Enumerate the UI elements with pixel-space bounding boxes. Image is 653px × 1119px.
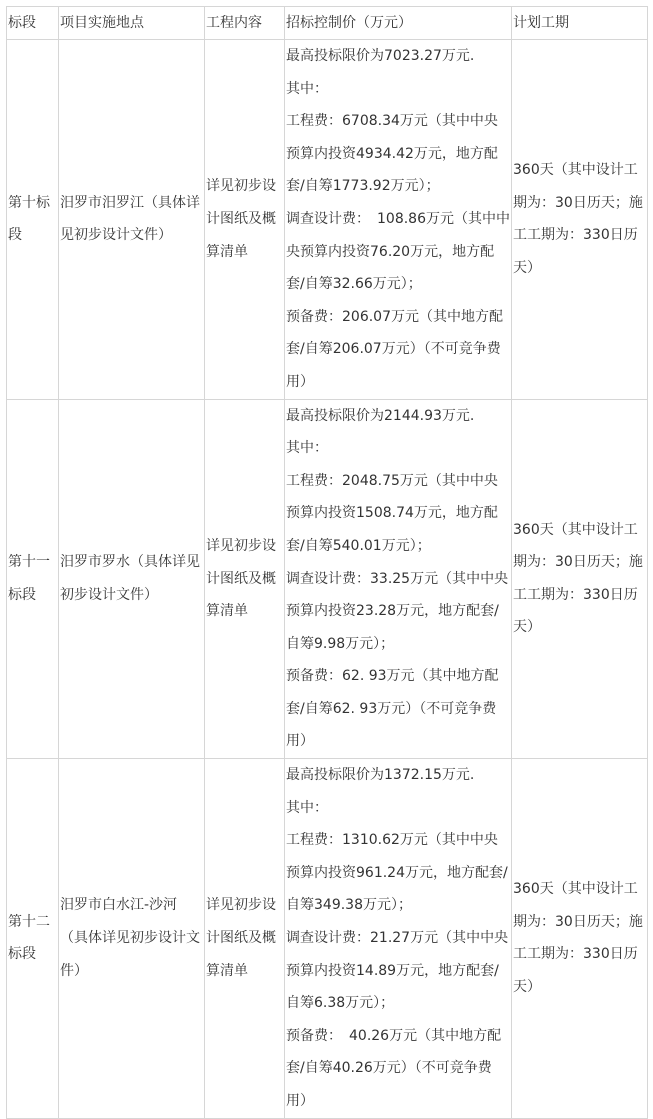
price-cell bbox=[285, 40, 512, 400]
content-cell: 详见初步设计图纸及概算清单 bbox=[205, 399, 285, 759]
table-row bbox=[7, 399, 648, 759]
header-content: 工程内容 bbox=[205, 7, 285, 40]
location-cell: 汨罗市罗水（具体详见初步设计文件） bbox=[59, 399, 205, 759]
price-survey-design-fee: 调查设计费：21.27万元（其中中央预算内投资14.89万元，地方配套/自筹6.38万元）； bbox=[286, 930, 509, 1012]
location-cell: 汨罗市汨罗江（具体详见初步设计文件） bbox=[59, 40, 205, 400]
content-cell: 详见初步设计图纸及概算清单 bbox=[205, 759, 285, 1119]
price-reserve-fee: 预备费： 40.26万元（其中地方配套/自筹40.26万元）（不可竞争费用） bbox=[286, 1027, 502, 1109]
table-row bbox=[7, 759, 648, 1119]
section-cell: 第十二标段 bbox=[7, 759, 59, 1119]
price-construction-fee: 工程费：1310.62万元（其中中央预算内投资961.24万元，地方配套/自筹349.38万元）； bbox=[286, 832, 508, 914]
price-ceiling: 最高投标限价为2144.93万元. bbox=[286, 407, 475, 424]
price-reserve-fee: 预备费：206.07万元（其中地方配套/自筹206.07万元）（不可竞争费用） bbox=[286, 308, 503, 390]
tender-section-table bbox=[6, 6, 648, 1119]
price-cell bbox=[285, 399, 512, 759]
section-cell: 第十标段 bbox=[7, 40, 59, 400]
header-location: 项目实施地点 bbox=[59, 7, 205, 40]
price-ceiling: 最高投标限价为7023.27万元. bbox=[286, 48, 475, 64]
header-section: 标段 bbox=[7, 7, 59, 40]
period-cell: 360天（其中设计工期为：30日历天；施工工期为：330日历天） bbox=[512, 40, 648, 400]
content-cell: 详见初步设计图纸及概算清单 bbox=[205, 40, 285, 400]
price-survey-design-fee: 调查设计费：33.25万元（其中中央预算内投资23.28万元，地方配套/自筹9.98万元）； bbox=[286, 570, 509, 652]
price-ceiling: 最高投标限价为1372.15万元. bbox=[286, 767, 475, 784]
table-row bbox=[7, 40, 648, 400]
price-reserve-fee: 预备费：62. 93万元（其中地方配套/自筹62. 93万元）（不可竞争费用） bbox=[286, 668, 499, 750]
location-cell: 汨罗市白水江-沙河（具体详见初步设计文件） bbox=[59, 759, 205, 1119]
price-survey-design-fee: 调查设计费： 108.86万元（其中中央预算内投资76.20万元，地方配套/自筹32.66万元）； bbox=[286, 210, 510, 293]
price-construction-fee: 工程费：2048.75万元（其中中央预算内投资1508.74万元，地方配套/自筹540.01万元）； bbox=[286, 472, 498, 554]
header-price: 招标控制价（万元） bbox=[285, 7, 512, 40]
price-breakdown-label: 其中： bbox=[286, 80, 328, 97]
section-cell: 第十一标段 bbox=[7, 399, 59, 759]
price-breakdown-label: 其中： bbox=[286, 799, 328, 816]
table-header-row bbox=[7, 7, 648, 40]
price-cell bbox=[285, 759, 512, 1119]
price-breakdown-label: 其中： bbox=[286, 440, 328, 457]
period-cell: 360天（其中设计工期为：30日历天；施工工期为：330日历天） bbox=[512, 399, 648, 759]
period-cell: 360天（其中设计工期为：30日历天；施工工期为：330日历天） bbox=[512, 759, 648, 1119]
header-period: 计划工期 bbox=[512, 7, 648, 40]
price-construction-fee: 工程费：6708.34万元（其中中央预算内投资4934.42万元，地方配套/自筹1773.92万元）； bbox=[286, 113, 498, 195]
